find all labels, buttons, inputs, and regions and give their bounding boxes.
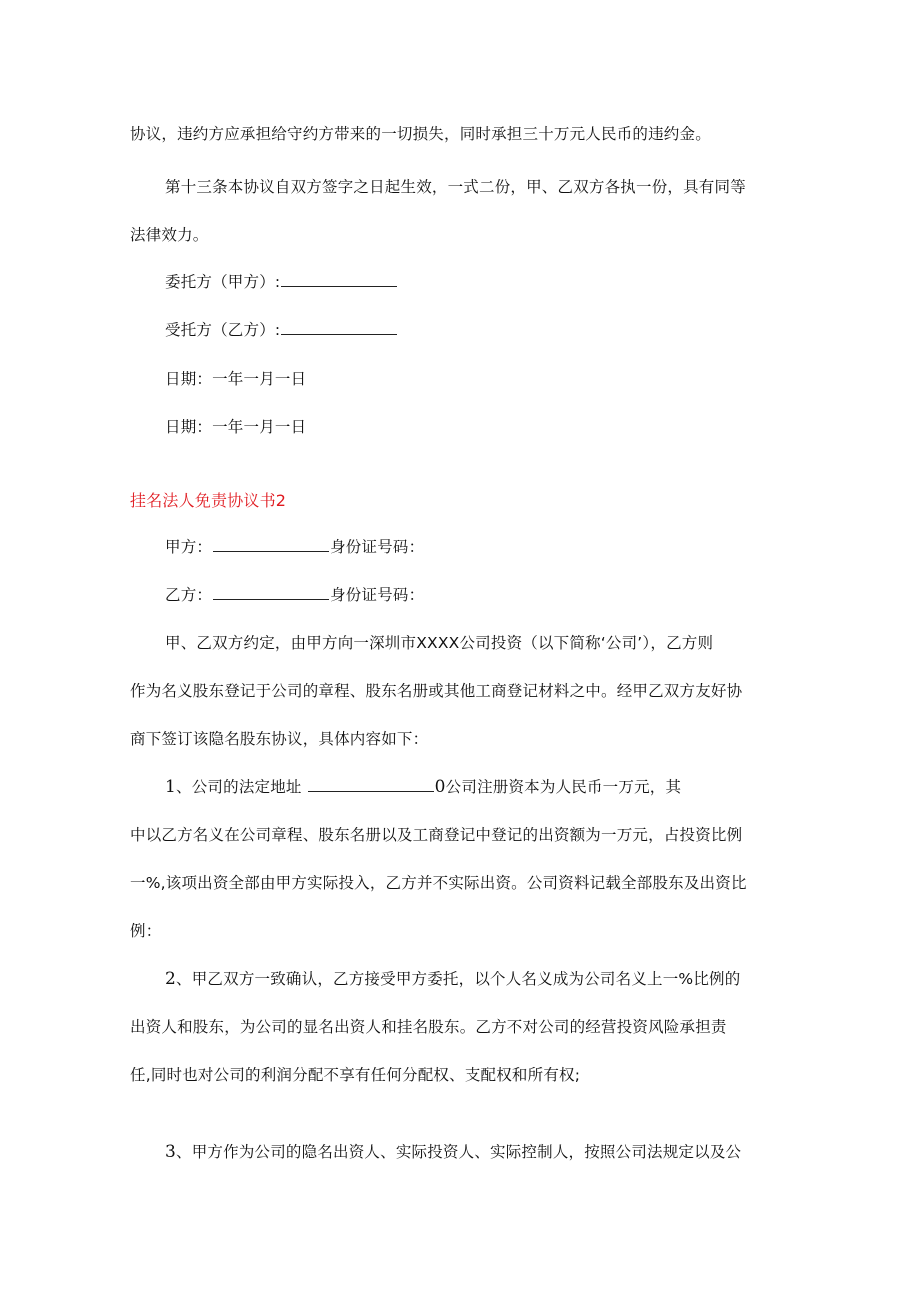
clause-2-number: 2: [165, 969, 177, 989]
clause-1-number: 1: [165, 777, 177, 797]
clause-1-address-label: 、公司的法定地址: [176, 778, 302, 796]
signature-party-b: [165, 320, 398, 340]
signature-party-a-label: 委托方（甲方）:: [165, 273, 281, 291]
clause-2-line-3: 任,同时也对公司的利润分配不享有任何分配权、支配权和所有权;: [130, 1066, 581, 1084]
intro-line-3: 商下签订该隐名股东协议，具体内容如下：: [130, 730, 429, 748]
clause-2-text: 、甲乙双方一致确认，乙方接受甲方委托，以个人名义成为公司名义上一%比例的: [176, 970, 741, 988]
signature-party-b-label: 受托方（乙方）:: [165, 321, 281, 339]
clause-2-line-2: 出资人和股东，为公司的显名出资人和挂名股东。乙方不对公司的经营投资风险承担责: [130, 1018, 727, 1036]
clause-2-line-1: [165, 969, 740, 989]
article-13-line-1: 第十三条本协议自双方签字之日起生效，一式二份，甲、乙双方各执一份，具有同等: [165, 178, 746, 196]
section-heading: 挂名法人免责协议书2: [130, 491, 287, 510]
party-b-label: 乙方：: [165, 586, 213, 604]
signature-party-b-blank[interactable]: [281, 320, 397, 335]
clause-1-line-1: [165, 777, 681, 797]
clause-1-line-3: 一%,该项出资全部由甲方实际投入，乙方并不实际出资。公司资料记载全部股东及出资比: [130, 874, 747, 892]
article-13-line-2: 法律效力。: [130, 226, 209, 244]
party-b-name-blank[interactable]: [213, 585, 329, 600]
party-a-id-label: 身份证号码：: [330, 538, 425, 556]
intro-line-1: 甲、乙双方约定，由甲方向一深圳市XXXX公司投资（以下简称‘公司’），乙方则: [165, 634, 714, 652]
party-a-line: [165, 537, 424, 557]
paragraph-end-line: 协议，违约方应承担给守约方带来的一切损失，同时承担三十万元人民币的违约金。: [130, 125, 711, 143]
clause-1-capital-text: 公司注册资本为人民币一万元，其: [445, 778, 682, 796]
clause-3-text: 、甲方作为公司的隐名出资人、实际投资人、实际控制人，按照公司法规定以及公: [176, 1143, 742, 1161]
signature-party-a: [165, 272, 398, 292]
intro-line-2: 作为名义股东登记于公司的章程、股东名册或其他工商登记材料之中。经甲乙双方友好协: [130, 682, 743, 700]
clause-1-line-2: 中以乙方名义在公司章程、股东名册以及工商登记中登记的出资额为一万元，占投资比例: [130, 826, 743, 844]
date-line-1: 日期：一年一月一日: [165, 370, 307, 388]
company-address-blank[interactable]: [308, 777, 434, 792]
clause-1-zero: 0: [434, 777, 446, 797]
party-a-label: 甲方：: [165, 538, 213, 556]
date-line-2: 日期：一年一月一日: [165, 418, 307, 436]
clause-3-line-1: [165, 1142, 741, 1162]
clause-1-line-4: 例：: [130, 922, 162, 940]
party-a-name-blank[interactable]: [213, 537, 329, 552]
party-b-id-label: 身份证号码：: [330, 586, 425, 604]
party-b-line: [165, 585, 424, 605]
signature-party-a-blank[interactable]: [281, 272, 397, 287]
clause-3-number: 3: [165, 1142, 177, 1162]
